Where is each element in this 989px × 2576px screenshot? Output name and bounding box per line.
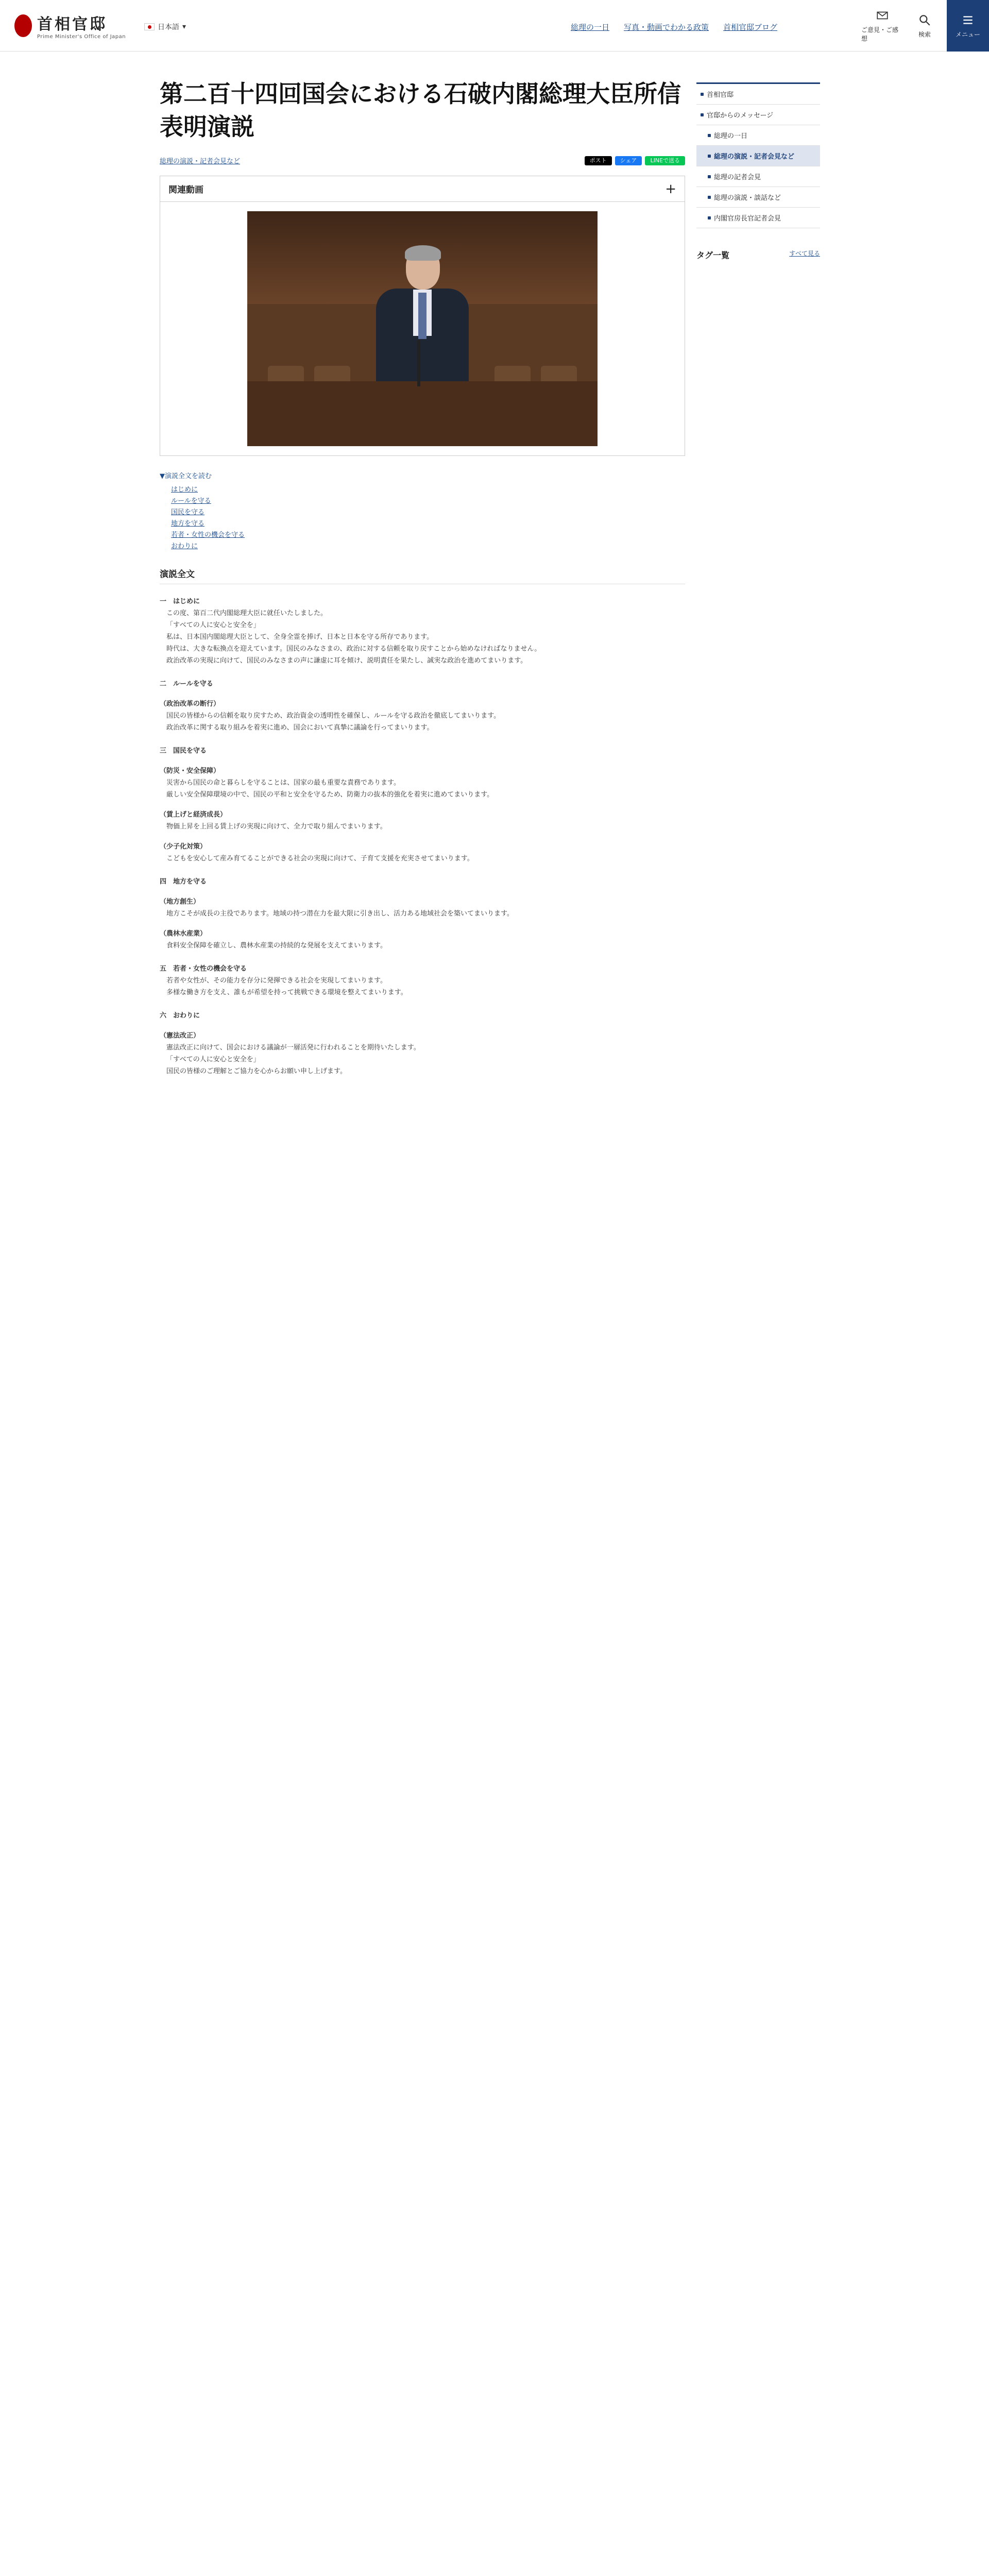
related-video-panel [160,176,685,456]
sidebar-item-label: 官邸からのメッセージ [707,112,774,120]
chevron-down-icon: ▾ [182,23,186,31]
speech-paragraph: 国民の皆様のご理解とご協力を心からお願い申し上げます。 [166,1067,347,1075]
toc-item[interactable]: はじめに [171,486,198,494]
speech-section-heading: 四 地方を守る [160,878,207,886]
sidebar-item-label: 総理の一日 [714,132,748,140]
search-label: 検索 [918,30,931,38]
speech-section-heading: 三 国民を守る [160,747,207,755]
sidebar-item[interactable] [696,125,820,146]
share-facebook-button[interactable]: シェア [615,156,642,165]
top-links [571,22,777,32]
bullet-icon [708,216,711,219]
speech-photo[interactable] [247,211,598,446]
bullet-icon [708,196,711,199]
sidebar-item-label: 内閣官房長官記者会見 [714,215,781,223]
speech-section-heading: 六 おわりに [160,1012,200,1020]
microphone [417,340,420,386]
site-header [0,0,989,52]
speech-paragraph: 憲法改正に向けて、国会における議論が一層活発に行われることを期待いたします。 [166,1044,420,1052]
sidebar-item-label: 総理の演説・談話など [714,194,781,202]
speech-subheading: （農林水産業） [160,930,207,938]
top-link-policy[interactable]: 写真・動画でわかる政策 [624,23,709,32]
logo-title: 首相官邸 [37,15,107,33]
figure-hair [405,245,441,261]
speech-paragraph: 若者や女性が、その能力を存分に発揮できる社会を実現してまいります。 [166,977,387,985]
speech-paragraph: 時代は、大きな転換点を迎えています。国民のみなさまの、政治に対する信頼を取り戻すことから始めなければなりません。 [166,645,541,653]
sidebar-item[interactable] [696,84,820,105]
bullet-icon [701,113,704,116]
expand-icon[interactable]: + [665,181,676,197]
article-meta [160,156,685,165]
category-link[interactable]: 総理の演説・記者会見など [160,158,241,165]
bullet-icon [708,175,711,178]
sidebar-item-label: 総理の記者会見 [714,174,761,181]
tags-header [696,249,820,261]
video-panel-title: 関連動画 [168,185,203,195]
sidebar-item[interactable] [696,146,820,166]
sidebar-item[interactable] [696,187,820,208]
speech-subheading: （賃上げと経済成長） [160,811,227,819]
toc-item[interactable]: 地方を守る [171,520,205,528]
menu-button[interactable] [947,0,989,52]
speech-paragraph: 厳しい安全保障環境の中で、国民の平和と安全を守るため、防衛力の抜本的強化を着実に進めてまいります。 [166,791,494,799]
sidebar-nav [696,82,820,261]
speech-section-heading: 五 若者・女性の機会を守る [160,965,247,973]
search-button[interactable] [903,0,946,52]
logo-subtitle: Prime Minister's Office of Japan [37,34,126,40]
speech-paragraph: この度、第百二代内閣総理大臣に就任いたしました。 [166,609,328,617]
menu-label: メニュー [955,30,980,38]
speech-paragraph: 多様な働き方を支え、誰もが希望を持って挑戦できる環境を整えてまいります。 [166,989,407,996]
speech-body [160,596,685,1077]
speech-subheading: （防災・安全保障） [160,767,220,775]
sidebar-item[interactable] [696,105,820,125]
speech-paragraph: 食料安全保障を確立し、農林水産業の持続的な発展を支えてまいります。 [166,942,387,950]
top-link-daily[interactable]: 総理の一日 [571,23,610,32]
speech-heading: 演説全文 [160,567,685,584]
japan-flag-icon [144,23,155,30]
toc-item[interactable]: 若者・女性の機会を守る [171,531,245,539]
table-of-contents [160,484,685,552]
toc-item[interactable]: おわりに [171,543,198,550]
mail-icon [876,9,889,22]
speech-paragraph: 私は、日本国内閣総理大臣として、全身全霊を捧げ、日本と日本を守る所存であります。 [166,633,434,641]
figure-tie [418,293,427,339]
speech-paragraph: 政治改革に関する取り組みを着実に進め、国会において真摯に議論を行ってまいります。 [166,724,434,732]
share-x-button[interactable]: ポスト [585,156,612,165]
feedback-button[interactable] [861,0,903,52]
podium-desk [247,381,598,446]
speech-paragraph: こどもを安心して産み育てることができる社会の実現に向けて、子育て支援を充実させてまいります。 [166,855,474,862]
kiri-crest-icon [14,14,32,37]
tags-more-link[interactable]: すべて見る [789,250,820,257]
bullet-icon [708,155,711,158]
share-line-button[interactable]: LINEで送る [645,156,685,165]
share-buttons [585,156,685,165]
speech-section-heading: 一 はじめに [160,598,200,605]
sidebar-item[interactable] [696,166,820,187]
speech-paragraph: 物価上昇を上回る賃上げの実現に向けて、全力で取り組んでまいります。 [166,823,387,831]
toc-toggle[interactable]: ▼演説全文を読む [160,472,212,480]
menu-icon [961,13,975,27]
main-content [160,77,685,1077]
language-label: 日本語 [158,23,179,31]
bullet-icon [708,134,711,137]
speaker-figure [376,247,469,402]
speech-paragraph: 「すべての人に安心と安全を」 [166,1056,260,1063]
video-panel-header[interactable] [160,176,685,202]
speech-subheading: （政治改革の断行） [160,700,220,708]
search-icon [918,13,931,27]
language-select[interactable] [144,22,186,32]
toc-item[interactable]: 国民を守る [171,509,205,516]
speech-subheading: （地方創生） [160,898,200,906]
sidebar-item-label: 首相官邸 [707,91,734,99]
sidebar-item[interactable] [696,208,820,228]
speech-subheading: （少子化対策） [160,843,207,851]
toc-item[interactable]: ルールを守る [171,497,211,505]
bullet-icon [701,93,704,96]
site-logo[interactable] [14,11,126,40]
speech-paragraph: 「すべての人に安心と安全を」 [166,621,260,629]
feedback-label: ご意見・ご感想 [861,26,899,42]
speech-subheading: （憲法改正） [160,1032,200,1040]
tags-title: タグ一覧 [696,250,730,260]
speech-paragraph: 地方こそが成長の主役であります。地域の持つ潜在力を最大限に引き出し、活力ある地域社会を築いてまいります。 [166,910,514,918]
page-title: 第二百十四回国会における石破内閣総理大臣所信表明演説 [160,80,681,141]
speech-paragraph: 国民の皆様からの信頼を取り戻すため、政治資金の透明性を確保し、ルールを守る政治を徹底してまいります。 [166,712,501,720]
speech-section-heading: 二 ルールを守る [160,680,213,688]
top-link-blog[interactable]: 首相官邸ブログ [723,23,778,32]
speech-paragraph: 政治改革の実現に向けて、国民のみなさまの声に謙虚に耳を傾け、説明責任を果たし、誠実な政治を進めてまいります。 [166,657,527,665]
speech-paragraph: 災害から国民の命と暮らしを守ることは、国家の最も重要な責務であります。 [166,779,400,787]
sidebar-item-label: 総理の演説・記者会見など [714,153,795,161]
sidebar-list [696,82,820,228]
